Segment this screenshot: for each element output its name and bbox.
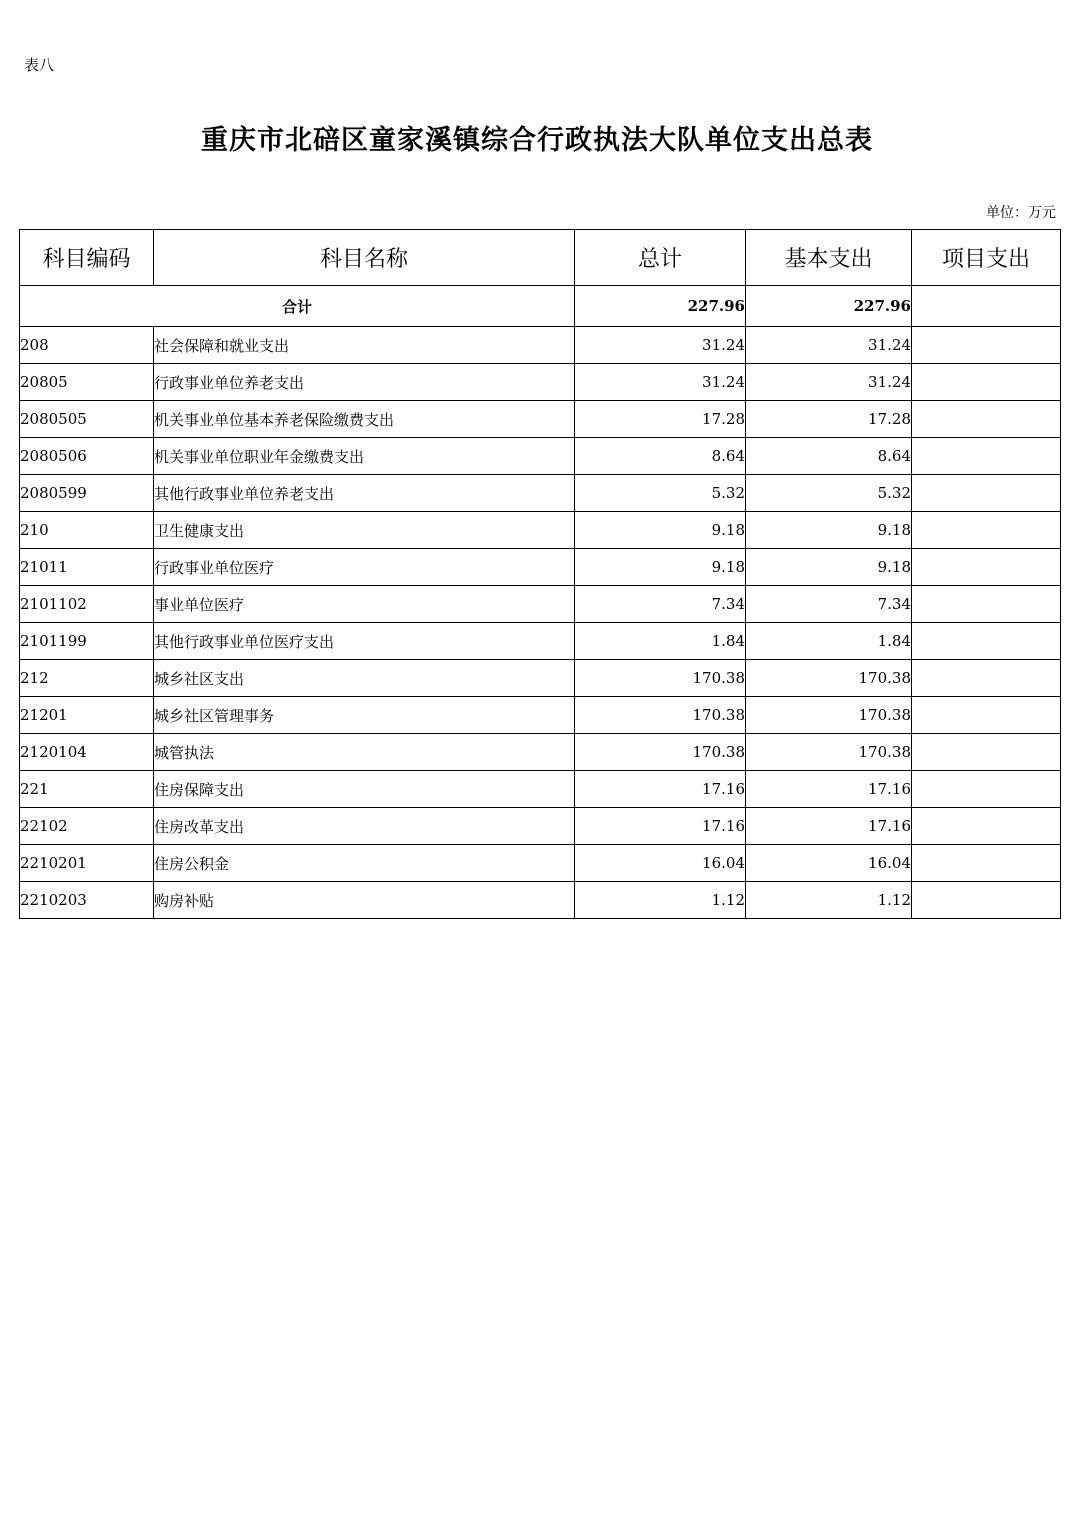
row-name: 机关事业单位职业年金缴费支出 — [154, 438, 575, 475]
header-project: 项目支出 — [912, 230, 1061, 286]
row-project — [912, 623, 1061, 660]
row-name: 机关事业单位基本养老保险缴费支出 — [154, 401, 575, 438]
row-name: 住房改革支出 — [154, 808, 575, 845]
total-row — [20, 286, 1061, 327]
page-title: 重庆市北碚区童家溪镇综合行政执法大队单位支出总表 — [201, 125, 873, 156]
row-code: 2101199 — [20, 623, 154, 660]
table-row — [20, 882, 1061, 919]
row-project — [912, 697, 1061, 734]
row-basic: 170.38 — [746, 660, 912, 697]
table-row — [20, 438, 1061, 475]
row-name: 行政事业单位医疗 — [154, 549, 575, 586]
total-label: 合计 — [20, 286, 575, 327]
row-project — [912, 660, 1061, 697]
row-name: 住房公积金 — [154, 845, 575, 882]
table-row — [20, 734, 1061, 771]
row-total: 8.64 — [575, 438, 746, 475]
header-total: 总计 — [575, 230, 746, 286]
row-project — [912, 438, 1061, 475]
row-total: 17.16 — [575, 771, 746, 808]
row-basic: 17.28 — [746, 401, 912, 438]
row-name: 卫生健康支出 — [154, 512, 575, 549]
row-basic: 31.24 — [746, 327, 912, 364]
row-code: 221 — [20, 771, 154, 808]
row-total: 16.04 — [575, 845, 746, 882]
row-project — [912, 845, 1061, 882]
row-name: 购房补贴 — [154, 882, 575, 919]
row-project — [912, 882, 1061, 919]
row-code: 210 — [20, 512, 154, 549]
row-project — [912, 549, 1061, 586]
row-total: 17.28 — [575, 401, 746, 438]
row-basic: 7.34 — [746, 586, 912, 623]
table-row — [20, 660, 1061, 697]
header-code: 科目编码 — [20, 230, 154, 286]
table-row — [20, 327, 1061, 364]
table-row — [20, 401, 1061, 438]
row-name: 社会保障和就业支出 — [154, 327, 575, 364]
row-code: 2210203 — [20, 882, 154, 919]
row-basic: 1.84 — [746, 623, 912, 660]
row-total: 17.16 — [575, 808, 746, 845]
row-name: 其他行政事业单位医疗支出 — [154, 623, 575, 660]
row-name: 城乡社区支出 — [154, 660, 575, 697]
row-code: 2080599 — [20, 475, 154, 512]
row-basic: 17.16 — [746, 808, 912, 845]
table-row — [20, 364, 1061, 401]
row-project — [912, 512, 1061, 549]
row-code: 208 — [20, 327, 154, 364]
row-project — [912, 475, 1061, 512]
row-total: 31.24 — [575, 327, 746, 364]
row-total: 1.84 — [575, 623, 746, 660]
row-basic: 16.04 — [746, 845, 912, 882]
table-row — [20, 549, 1061, 586]
header-name: 科目名称 — [154, 230, 575, 286]
row-name: 其他行政事业单位养老支出 — [154, 475, 575, 512]
row-total: 170.38 — [575, 660, 746, 697]
header-basic: 基本支出 — [746, 230, 912, 286]
table-row — [20, 697, 1061, 734]
total-total: 227.96 — [575, 286, 746, 327]
row-name: 城管执法 — [154, 734, 575, 771]
row-code: 2120104 — [20, 734, 154, 771]
table-row — [20, 586, 1061, 623]
row-code: 2080506 — [20, 438, 154, 475]
table-row — [20, 475, 1061, 512]
row-basic: 9.18 — [746, 549, 912, 586]
row-basic: 8.64 — [746, 438, 912, 475]
table-header — [20, 230, 1061, 286]
table-row — [20, 808, 1061, 845]
row-project — [912, 364, 1061, 401]
expense-table — [19, 229, 1061, 919]
row-code: 20805 — [20, 364, 154, 401]
row-basic: 1.12 — [746, 882, 912, 919]
row-basic: 170.38 — [746, 697, 912, 734]
row-code: 21011 — [20, 549, 154, 586]
table-row — [20, 512, 1061, 549]
row-code: 2101102 — [20, 586, 154, 623]
unit-label: 单位：万元 — [986, 205, 1056, 221]
row-total: 170.38 — [575, 734, 746, 771]
row-total: 9.18 — [575, 512, 746, 549]
row-basic: 9.18 — [746, 512, 912, 549]
table-row — [20, 623, 1061, 660]
row-total: 1.12 — [575, 882, 746, 919]
row-total: 9.18 — [575, 549, 746, 586]
table-body — [20, 286, 1061, 919]
row-basic: 31.24 — [746, 364, 912, 401]
total-basic: 227.96 — [746, 286, 912, 327]
row-total: 31.24 — [575, 364, 746, 401]
row-project — [912, 734, 1061, 771]
row-basic: 5.32 — [746, 475, 912, 512]
row-name: 城乡社区管理事务 — [154, 697, 575, 734]
table-row — [20, 845, 1061, 882]
row-code: 22102 — [20, 808, 154, 845]
row-code: 2080505 — [20, 401, 154, 438]
row-total: 5.32 — [575, 475, 746, 512]
row-project — [912, 401, 1061, 438]
row-code: 21201 — [20, 697, 154, 734]
row-code: 212 — [20, 660, 154, 697]
sheet-label: 表八 — [24, 56, 55, 74]
row-project — [912, 808, 1061, 845]
row-name: 行政事业单位养老支出 — [154, 364, 575, 401]
row-code: 2210201 — [20, 845, 154, 882]
row-project — [912, 586, 1061, 623]
header-row — [20, 230, 1061, 286]
row-total: 7.34 — [575, 586, 746, 623]
total-project — [912, 286, 1061, 327]
row-name: 住房保障支出 — [154, 771, 575, 808]
row-name: 事业单位医疗 — [154, 586, 575, 623]
row-project — [912, 771, 1061, 808]
row-project — [912, 327, 1061, 364]
row-total: 170.38 — [575, 697, 746, 734]
row-basic: 170.38 — [746, 734, 912, 771]
row-basic: 17.16 — [746, 771, 912, 808]
table-row — [20, 771, 1061, 808]
